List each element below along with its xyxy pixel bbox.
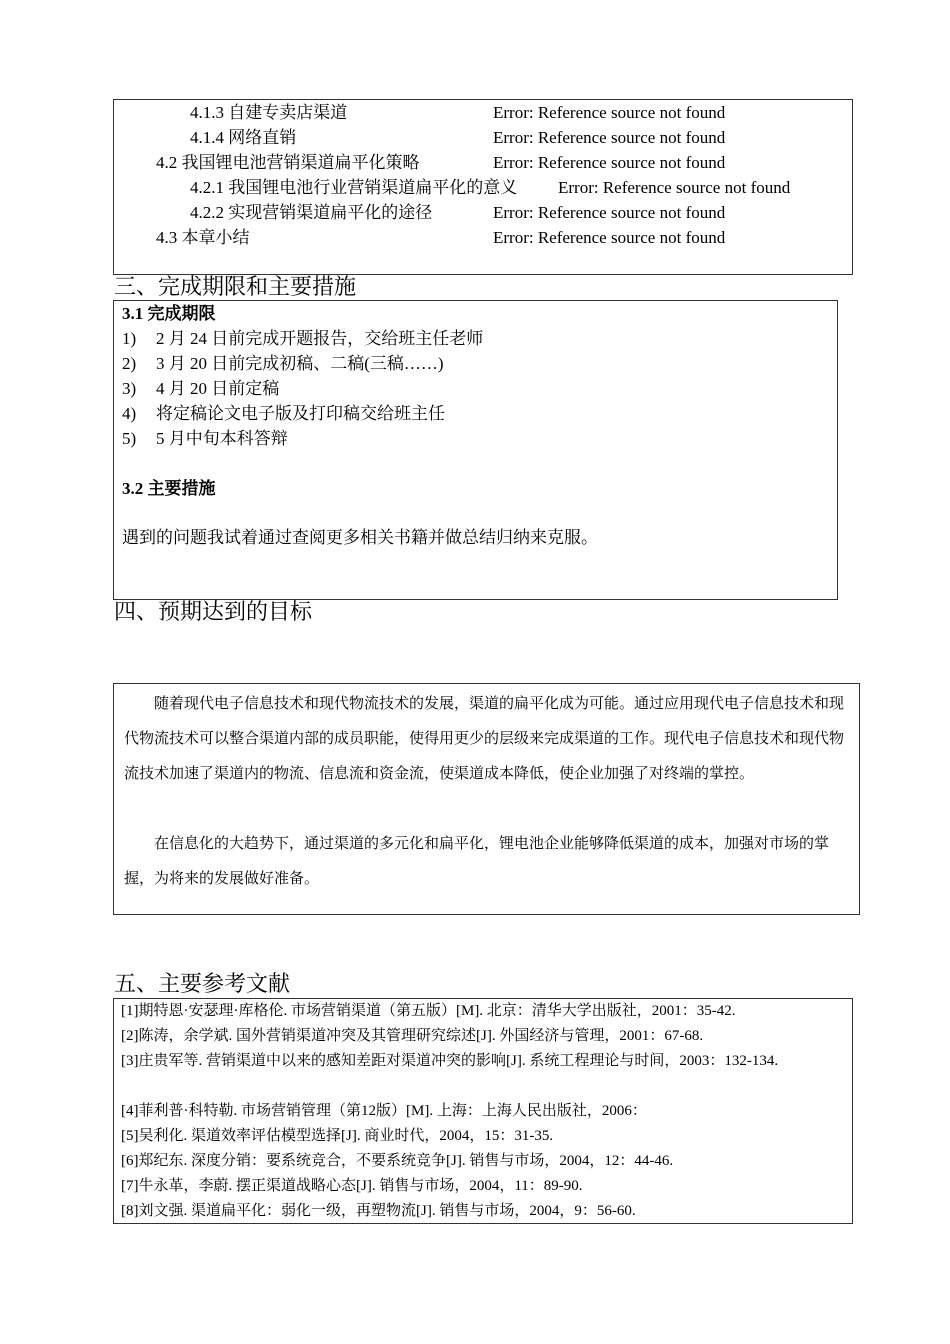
toc-entry-label: 4.1.3 自建专卖店渠道: [190, 103, 348, 122]
toc-entry-ref: Error: Reference source not found: [493, 203, 726, 222]
toc-entry-label: 4.2 我国锂电池营销渠道扁平化策略: [156, 153, 420, 172]
section4-para2: 在信息化的大趋势下，通过渠道的多元化和扁平化，锂电池企业能够降低渠道的成本，加强对市场的掌握，为将来的发展做好准备。: [124, 836, 830, 887]
section4-para1: 随着现代电子信息技术和现代物流技术的发展，渠道的扁平化成为可能。通过应用现代电子信息技术和现代物流技术可以整合渠道内部的成员职能，使得用更少的层级来完成渠道的工作。现代电子信息技术和现代物流技术加速了渠道内的物流、信息流和资金流，使渠道成本降低，使企业加强了对终端的掌控。: [124, 696, 845, 782]
deadline-num: 1): [122, 329, 137, 348]
reference-item: [7]牛永革，李蔚. 摆正渠道战略心态[J]. 销售与市场，2004，11：89-90.: [121, 1178, 583, 1194]
deadline-text: 将定稿论文电子版及打印稿交给班主任: [156, 404, 445, 423]
deadline-item: [122, 326, 483, 351]
deadline-text: 2 月 24 日前完成开题报告，交给班主任老师: [156, 329, 484, 348]
section3-sub1: 3.1 完成期限: [122, 304, 216, 323]
toc-entry-ref: Error: Reference source not found: [558, 178, 791, 197]
toc-entry-ref: Error: Reference source not found: [493, 228, 726, 247]
deadline-text: 3 月 20 日前完成初稿、二稿(三稿……): [156, 354, 444, 373]
section3-measures: 遇到的问题我试着通过查阅更多相关书籍并做总结归纳来克服。: [122, 528, 598, 547]
reference-item: [6]郑纪东. 深度分销：要系统竞合，不要系统竞争[J]. 销售与市场，2004，12：44-46.: [121, 1153, 674, 1169]
deadline-num: 3): [122, 379, 137, 398]
reference-item: [8]刘文强. 渠道扁平化：弱化一级，再塑物流[J]. 销售与市场，2004，9：56-60.: [121, 1203, 636, 1219]
toc-entry-ref: Error: Reference source not found: [493, 128, 726, 147]
reference-item: [1]期特恩·安瑟理·库格伦. 市场营销渠道（第五版）[M]. 北京：清华大学出版社，2001：35-42.: [121, 1003, 736, 1019]
toc-entry-label: 4.1.4 网络直销: [190, 128, 297, 147]
deadline-text: 5 月中旬本科答辩: [156, 429, 288, 448]
deadline-num: 4): [122, 404, 137, 423]
deadline-item: [122, 351, 444, 376]
reference-item: [2]陈涛，余学斌. 国外营销渠道冲突及其管理研究综述[J]. 外国经济与管理，2001：67-68.: [121, 1028, 704, 1044]
deadline-num: 2): [122, 354, 137, 373]
toc-entry-label: 4.3 本章小结: [156, 228, 250, 247]
deadline-num: 5): [122, 429, 137, 448]
reference-item: [5]吴利化. 渠道效率评估模型选择[J]. 商业时代，2004，15：31-35.: [121, 1128, 554, 1144]
toc-entry-label: 4.2.2 实现营销渠道扁平化的途径: [190, 203, 433, 222]
section3-sub2: 3.2 主要措施: [122, 479, 216, 498]
reference-item: [3]庄贵军等. 营销渠道中以来的感知差距对渠道冲突的影响[J]. 系统工程理论与时间，2003：132-134.: [121, 1053, 779, 1069]
section5-title: 五、主要参考文献: [114, 972, 291, 997]
toc-entry-label: 4.2.1 我国锂电池行业营销渠道扁平化的意义: [190, 178, 518, 197]
section3-title: 三、完成期限和主要措施: [114, 275, 357, 300]
section4-title: 四、预期达到的目标: [114, 600, 313, 625]
toc-entry-ref: Error: Reference source not found: [493, 103, 726, 122]
reference-item: [4]菲利普·科特勒. 市场营销管理（第12版）[M]. 上海：上海人民出版社，2006：: [121, 1103, 647, 1119]
deadline-item: [122, 401, 445, 426]
deadline-item: [122, 426, 288, 451]
deadline-text: 4 月 20 日前定稿: [156, 379, 280, 398]
deadline-item: [122, 376, 279, 401]
toc-entry-ref: Error: Reference source not found: [493, 153, 726, 172]
